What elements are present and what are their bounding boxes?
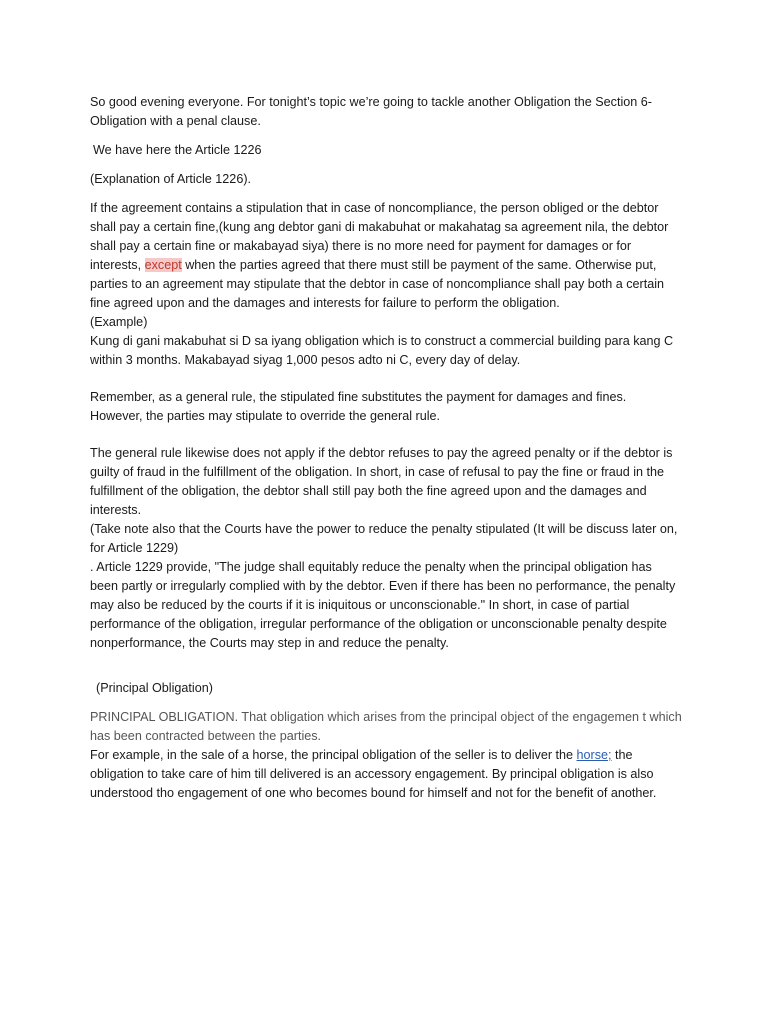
explanation-text-start: If the agreement contains a stipulation that in case of noncompliance, the person obliged or the debtor shall pay a certain fine,(kung ang debtor gani di makabuhat or makahatag sa agreement nila, the debtor shall pay a certain fine or makabayad siya) there is no more need for payment for damages or for interests, <box>90 201 669 272</box>
explanation-text-end: when the parties agreed that there must still be payment of the same. Otherwise put, parties to an agreement may stipulate that the debtor in case of noncompliance shall pay both a certain fine agreed upon and the damages and interests for failure to perform the obligation. <box>90 258 665 310</box>
horse-link[interactable]: horse; <box>576 748 612 762</box>
take-note-paragraph: (Take note also that the Courts have the power to reduce the penalty stipulated (It will be discuss later on, for Article 1229) <box>90 522 678 555</box>
example-text-start: For example, in the sale of a horse, the principal obligation of the seller is to deliver the <box>90 748 577 762</box>
explanation-paragraph <box>90 199 682 313</box>
document-page <box>90 93 682 803</box>
principal-obligation-heading: (Principal Obligation) <box>96 681 213 695</box>
article-1229-paragraph: . Article 1229 provide, "The judge shall equitably reduce the penalty when the principal obligation has been partly or irregularly complied with by the debtor. Even if there has been no performance, the penalty may also be reduced by the courts if it is iniquitous or unconscionable." In short, in case of partial performance of the obligation, irregular performance of the obligation or unconscionable penalty despite nonperformance, the Courts may step in and reduce the penalty. <box>90 560 676 650</box>
article-1226-heading: We have here the Article 1226 <box>93 143 262 157</box>
explanation-heading: (Explanation of Article 1226). <box>90 172 252 186</box>
exception-paragraph: The general rule likewise does not apply if the debtor refuses to pay the agreed penalty or if the debtor is guilty of fraud in the fulfillment of the obligation. In short, in case of refusal to pay the fine or fraud in the fulfillment of the obligation, the debtor shall still pay both the fine agreed upon and the damages and interests. <box>90 446 673 517</box>
example-heading: (Example) <box>90 315 148 329</box>
example-text-middle: the obligation to take care of him till delivered is an accessory engagement. By principal obligation is also <box>90 748 654 781</box>
example-text-end: understood tho engagement of one who becomes bound for himself and not for the benefit of another. <box>90 786 657 800</box>
principal-obligation-definition: PRINCIPAL OBLIGATION. That obligation which arises from the principal object of the engagemen t which has been contracted between the parties. <box>90 710 682 743</box>
general-rule-paragraph: Remember, as a general rule, the stipulated fine substitutes the payment for damages and fines. However, the parties may stipulate to override the general rule. <box>90 390 627 423</box>
principal-obligation-example <box>90 746 682 803</box>
example-paragraph: Kung di gani makabuhat si D sa iyang obligation which is to construct a commercial building para kang C within 3 months. Makabayad siyag 1,000 pesos adto ni C, every day of delay. <box>90 334 674 367</box>
intro-paragraph: So good evening everyone. For tonight’s topic we’re going to tackle another Obligation the Section 6- Obligation with a penal clause. <box>90 95 652 128</box>
highlighted-word: except <box>144 258 182 272</box>
